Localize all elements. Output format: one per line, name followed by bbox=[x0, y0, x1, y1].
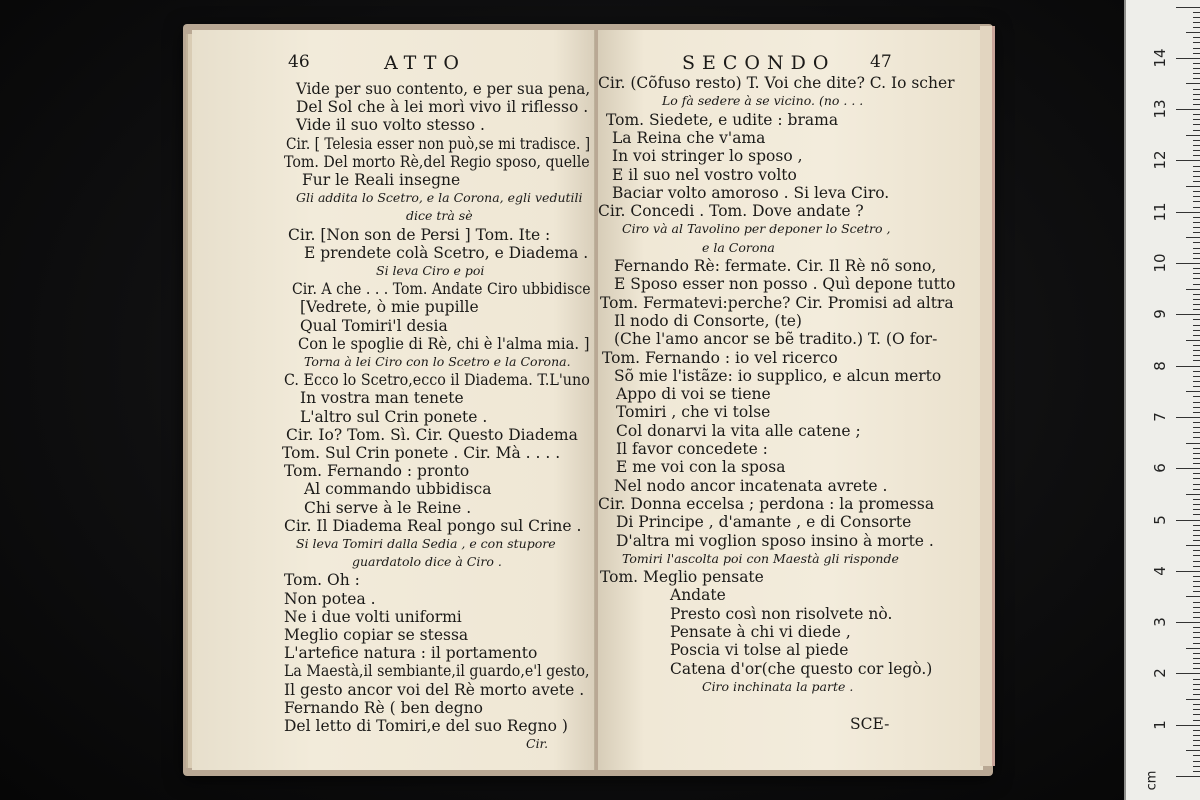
ruler-label: 3 bbox=[1151, 617, 1169, 627]
left_page-line: Con le spoglie di Rè, chi è l'alma mia. ] bbox=[298, 334, 590, 353]
ruler-tick bbox=[1193, 155, 1200, 156]
ruler-tick bbox=[1193, 37, 1200, 38]
right_page-line: Lo fà sedere à se vicino. (no . . . bbox=[662, 93, 864, 109]
ruler-tick bbox=[1193, 181, 1200, 182]
ruler-tick bbox=[1176, 109, 1200, 110]
ruler-tick bbox=[1193, 150, 1200, 151]
ruler-tick bbox=[1193, 319, 1200, 320]
ruler-tick bbox=[1193, 371, 1200, 372]
left_page-line: Cir. [ Telesia esser non può,se mi tradisce. ] bbox=[286, 134, 591, 153]
right_page-line: Tomiri , che vi tolse bbox=[616, 403, 771, 422]
ruler-tick bbox=[1193, 714, 1200, 715]
left_page-line: Cir. A che . . . Tom. Andate Ciro ubbidisce bbox=[292, 280, 591, 299]
ruler-tick bbox=[1193, 458, 1200, 459]
ruler-label: 9 bbox=[1151, 309, 1169, 320]
ruler-label: 4 bbox=[1151, 566, 1169, 576]
ruler-tick bbox=[1193, 176, 1200, 177]
right-page-edge bbox=[980, 26, 995, 766]
left_page-line: Fernando Rè ( ben degno bbox=[284, 698, 483, 717]
ruler-tick bbox=[1193, 484, 1200, 485]
ruler-tick bbox=[1193, 540, 1200, 541]
ruler-tick bbox=[1193, 284, 1200, 285]
ruler-tick bbox=[1186, 32, 1200, 33]
ruler-tick bbox=[1193, 509, 1200, 510]
ruler-tick bbox=[1193, 294, 1200, 295]
ruler-label: 2 bbox=[1151, 668, 1169, 679]
left_page-line: Ne i due volti uniformi bbox=[284, 607, 462, 626]
ruler-tick bbox=[1193, 376, 1200, 377]
ruler-tick bbox=[1193, 350, 1200, 351]
right_page-line: Poscia vi tolse al piede bbox=[670, 641, 849, 660]
left_page-line: La Maestà,il sembiante,il guardo,e'l gesto, bbox=[284, 662, 590, 681]
left_page-line: Al commando ubbidisca bbox=[304, 480, 492, 499]
ruler-tick bbox=[1193, 207, 1200, 208]
ruler-tick bbox=[1193, 386, 1200, 387]
left_page-line: In vostra man tenete bbox=[300, 389, 464, 408]
ruler-tick bbox=[1193, 227, 1200, 228]
left_page-line: guardatolo dice à Ciro . bbox=[352, 554, 502, 570]
ruler-tick bbox=[1193, 42, 1200, 43]
left_page-line: E prendete colà Scetro, e Diadema . bbox=[304, 243, 589, 262]
ruler-tick bbox=[1176, 520, 1200, 521]
ruler-tick bbox=[1193, 704, 1200, 705]
ruler-tick bbox=[1193, 422, 1200, 423]
ruler-tick bbox=[1193, 761, 1200, 762]
left_page-line: Tom. Del morto Rè,del Regio sposo, quelle bbox=[284, 152, 590, 171]
right_page-line: La Reina che v'ama bbox=[612, 128, 766, 147]
ruler-tick bbox=[1193, 104, 1200, 105]
right_page-line: Andate bbox=[670, 586, 726, 605]
right_page-line: E me voi con la sposa bbox=[616, 458, 786, 477]
ruler-tick bbox=[1193, 658, 1200, 659]
ruler-tick bbox=[1193, 735, 1200, 736]
left_page-line: Torna à lei Ciro con lo Scetro e la Corona. bbox=[304, 354, 571, 369]
ruler-tick bbox=[1193, 504, 1200, 505]
ruler-tick bbox=[1176, 160, 1200, 161]
ruler-tick bbox=[1193, 258, 1200, 259]
ruler-tick bbox=[1193, 360, 1200, 361]
ruler-tick bbox=[1193, 740, 1200, 741]
ruler-tick bbox=[1186, 750, 1200, 751]
left_page-line: Il gesto ancor voi del Rè morto avete . bbox=[284, 680, 585, 699]
ruler-tick bbox=[1176, 366, 1200, 367]
ruler-tick bbox=[1193, 668, 1200, 669]
ruler-tick bbox=[1193, 427, 1200, 428]
ruler-tick bbox=[1176, 725, 1200, 726]
ruler-tick bbox=[1176, 673, 1200, 674]
ruler-tick bbox=[1193, 268, 1200, 269]
left_page-line: Non potea . bbox=[284, 589, 376, 608]
ruler-tick bbox=[1193, 140, 1200, 141]
ruler-tick bbox=[1193, 345, 1200, 346]
ruler-tick bbox=[1193, 576, 1200, 577]
ruler-tick bbox=[1193, 12, 1200, 13]
ruler-tick bbox=[1193, 273, 1200, 274]
measuring-ruler bbox=[1124, 0, 1200, 800]
ruler-tick bbox=[1193, 381, 1200, 382]
ruler-tick bbox=[1176, 468, 1200, 469]
ruler-tick bbox=[1193, 602, 1200, 603]
ruler-tick bbox=[1193, 201, 1200, 202]
ruler-tick bbox=[1176, 417, 1200, 418]
ruler-label: 13 bbox=[1151, 99, 1169, 119]
ruler-tick bbox=[1193, 73, 1200, 74]
ruler-tick bbox=[1186, 135, 1200, 136]
left_page-line: Vide per suo contento, e per sua pena, bbox=[296, 80, 591, 98]
right_page-line: Tom. Siedete, e udite : brama bbox=[606, 110, 839, 129]
ruler-label: 7 bbox=[1151, 412, 1169, 422]
left_page-line: Vide il suo volto stesso . bbox=[296, 116, 485, 135]
ruler-tick bbox=[1193, 17, 1200, 18]
ruler-label: 6 bbox=[1151, 463, 1169, 473]
ruler-tick bbox=[1193, 586, 1200, 587]
ruler-tick bbox=[1193, 771, 1200, 772]
ruler-tick bbox=[1193, 653, 1200, 654]
ruler-tick bbox=[1193, 402, 1200, 403]
ruler-tick bbox=[1193, 689, 1200, 690]
ruler-tick bbox=[1193, 709, 1200, 710]
ruler-tick bbox=[1193, 755, 1200, 756]
left_page-line: [Vedrete, ò mie pupille bbox=[300, 298, 479, 317]
left_page-line: Si leva Tomiri dalla Sedia , e con stupore bbox=[296, 536, 556, 551]
ruler-tick bbox=[1176, 314, 1200, 315]
ruler-tick bbox=[1193, 561, 1200, 562]
left_page-line: Cir. [Non son de Persi ] Tom. Ite : bbox=[288, 225, 551, 244]
ruler-tick bbox=[1193, 191, 1200, 192]
ruler-tick bbox=[1193, 643, 1200, 644]
ruler-tick bbox=[1193, 535, 1200, 536]
right_page-line: D'altra mi voglion sposo insino à morte . bbox=[616, 531, 934, 550]
ruler-tick bbox=[1193, 694, 1200, 695]
ruler-tick bbox=[1193, 304, 1200, 305]
right_page-line: (Che l'amo ancor se bẽ tradito.) T. (O for- bbox=[614, 330, 938, 349]
ruler-tick bbox=[1186, 289, 1200, 290]
ruler-tick bbox=[1193, 530, 1200, 531]
ruler-tick bbox=[1193, 68, 1200, 69]
ruler-tick bbox=[1193, 679, 1200, 680]
right_page-line: E il suo nel vostro volto bbox=[612, 165, 797, 184]
left_page-line: Cir. bbox=[526, 736, 549, 752]
ruler-tick bbox=[1193, 637, 1200, 638]
ruler-tick bbox=[1193, 525, 1200, 526]
ruler-tick bbox=[1193, 591, 1200, 592]
ruler-tick bbox=[1176, 571, 1200, 572]
right_page-line: Cir. Concedi . Tom. Dove andate ? bbox=[598, 202, 864, 221]
right_page-line: Col donarvi la vita alle catene ; bbox=[616, 421, 861, 440]
ruler-tick bbox=[1193, 453, 1200, 454]
ruler-tick bbox=[1193, 130, 1200, 131]
ruler-tick bbox=[1193, 720, 1200, 721]
left_page-line: Cir. Il Diadema Real pongo sul Crine . bbox=[284, 516, 582, 535]
right_page-line: Fernando Rè: fermate. Cir. Il Rè nõ sono, bbox=[614, 257, 937, 275]
ruler-tick bbox=[1176, 212, 1200, 213]
right_page-line: Baciar volto amoroso . Si leva Ciro. bbox=[612, 183, 890, 202]
right_page-line: E Sposo esser non posso . Quì depone tutto bbox=[614, 275, 956, 294]
left_page-line: dice trà sè bbox=[406, 208, 473, 224]
ruler-tick bbox=[1193, 114, 1200, 115]
right-page-header: SECONDO bbox=[682, 52, 836, 74]
ruler-tick bbox=[1193, 499, 1200, 500]
ruler-tick bbox=[1193, 448, 1200, 449]
left_page-line: Del letto di Tomiri,e del suo Regno ) bbox=[284, 717, 568, 735]
ruler-tick bbox=[1193, 663, 1200, 664]
left_page-line: Chi serve à le Reine . bbox=[304, 498, 472, 517]
ruler-tick bbox=[1176, 7, 1200, 8]
ruler-tick bbox=[1186, 699, 1200, 700]
ruler-tick bbox=[1193, 432, 1200, 433]
ruler-tick bbox=[1193, 581, 1200, 582]
ruler-label: 14 bbox=[1151, 48, 1169, 68]
right_page-line: Ciro inchinata la parte . bbox=[702, 678, 854, 694]
ruler-tick bbox=[1193, 396, 1200, 397]
ruler-tick bbox=[1193, 473, 1200, 474]
ruler-tick bbox=[1193, 437, 1200, 438]
ruler-tick bbox=[1193, 242, 1200, 243]
ruler-tick bbox=[1193, 335, 1200, 336]
ruler-tick bbox=[1186, 340, 1200, 341]
ruler-tick bbox=[1193, 53, 1200, 54]
ruler-tick bbox=[1193, 627, 1200, 628]
ruler-tick bbox=[1193, 412, 1200, 413]
ruler-tick bbox=[1193, 145, 1200, 146]
left-page bbox=[192, 30, 595, 770]
right_page-line: Tomiri l'ascolta poi con Maestà gli risponde bbox=[622, 550, 899, 566]
ruler-tick bbox=[1193, 222, 1200, 223]
ruler-tick bbox=[1193, 325, 1200, 326]
right_page-line: Ciro và al Tavolino per deponer lo Scetro , bbox=[622, 221, 891, 237]
ruler-label: 8 bbox=[1151, 360, 1169, 371]
ruler-tick bbox=[1193, 607, 1200, 608]
right-page-number: 47 bbox=[870, 52, 892, 72]
right_page-line: SCE- bbox=[850, 714, 890, 733]
ruler-tick bbox=[1193, 278, 1200, 279]
ruler-tick bbox=[1193, 248, 1200, 249]
right_page-line: e la Corona bbox=[702, 239, 775, 255]
right_page-line: Sõ mie l'istãze: io supplico, e alcun merto bbox=[614, 366, 942, 385]
ruler-tick bbox=[1193, 617, 1200, 618]
ruler-tick bbox=[1193, 99, 1200, 100]
ruler-tick bbox=[1176, 58, 1200, 59]
left_page-line: Del Sol che à lei morì vivo il riflesso . bbox=[296, 98, 589, 117]
ruler-tick bbox=[1193, 745, 1200, 746]
right_page-line: Cir. Donna eccelsa ; perdona : la promessa bbox=[598, 494, 935, 513]
ruler-tick bbox=[1193, 555, 1200, 556]
ruler-tick bbox=[1193, 684, 1200, 685]
ruler-tick bbox=[1193, 766, 1200, 767]
ruler-tick bbox=[1193, 166, 1200, 167]
right_page-line: Catena d'or(che questo cor legò.) bbox=[670, 659, 933, 678]
ruler-tick bbox=[1186, 596, 1200, 597]
ruler-tick bbox=[1193, 48, 1200, 49]
ruler-tick bbox=[1186, 648, 1200, 649]
ruler-tick bbox=[1193, 566, 1200, 567]
right_page-line: In voi stringer lo sposo , bbox=[612, 147, 803, 166]
right_page-line: Tom. Fermatevi:perche? Cir. Promisi ad altra bbox=[600, 293, 954, 312]
left_page-line: Tom. Sul Crin ponete . Cir. Mà . . . . bbox=[282, 444, 561, 462]
ruler-tick bbox=[1193, 27, 1200, 28]
right_page-line: Appo di voi se tiene bbox=[616, 385, 771, 404]
ruler-tick bbox=[1193, 355, 1200, 356]
ruler-label: 5 bbox=[1151, 514, 1169, 525]
left_page-line: Gli addita lo Scetro, e la Corona, egli vedutili bbox=[296, 190, 583, 206]
ruler-tick bbox=[1193, 22, 1200, 23]
right-page bbox=[598, 30, 983, 770]
ruler-tick bbox=[1193, 309, 1200, 310]
ruler-tick bbox=[1193, 407, 1200, 408]
right_page-line: Pensate à chi vi diede , bbox=[670, 623, 851, 641]
ruler-tick bbox=[1193, 171, 1200, 172]
ruler-tick bbox=[1193, 730, 1200, 731]
ruler-tick bbox=[1186, 494, 1200, 495]
ruler-tick bbox=[1193, 299, 1200, 300]
left-page-header: ATTO bbox=[384, 52, 466, 74]
ruler-tick bbox=[1193, 196, 1200, 197]
ruler-tick bbox=[1176, 263, 1200, 264]
right_page-line: Tom. Fernando : io vel ricerco bbox=[602, 348, 838, 367]
ruler-tick bbox=[1186, 545, 1200, 546]
right_page-line: Il nodo di Consorte, (te) bbox=[614, 311, 802, 330]
right_page-line: Cir. (Cõfuso resto) T. Voi che dite? C. Io scher bbox=[598, 74, 955, 92]
ruler-tick bbox=[1193, 330, 1200, 331]
ruler-tick bbox=[1193, 478, 1200, 479]
ruler-label: 10 bbox=[1151, 253, 1169, 273]
ruler-tick bbox=[1186, 237, 1200, 238]
ruler-tick bbox=[1193, 94, 1200, 95]
ruler-tick bbox=[1193, 463, 1200, 464]
ruler-tick bbox=[1186, 391, 1200, 392]
right_page-line: Il favor concedete : bbox=[616, 440, 768, 458]
ruler-tick bbox=[1193, 78, 1200, 79]
left_page-line: L'altro sul Crin ponete . bbox=[300, 407, 488, 426]
ruler-tick bbox=[1186, 186, 1200, 187]
ruler-tick bbox=[1193, 253, 1200, 254]
left_page-line: Meglio copiar se stessa bbox=[284, 626, 469, 644]
ruler-tick bbox=[1186, 83, 1200, 84]
left_page-line: Fur le Reali insegne bbox=[302, 171, 461, 189]
left_page-line: C. Ecco lo Scetro,ecco il Diadema. T.L'uno bbox=[284, 371, 590, 390]
ruler-tick bbox=[1193, 217, 1200, 218]
ruler-label: 1 bbox=[1151, 719, 1169, 730]
ruler-tick bbox=[1193, 232, 1200, 233]
left_page-line: Tom. Fernando : pronto bbox=[284, 462, 470, 481]
ruler-tick bbox=[1193, 632, 1200, 633]
left_page-line: L'artefice natura : il portamento bbox=[284, 644, 538, 663]
ruler-tick bbox=[1193, 124, 1200, 125]
ruler-tick bbox=[1193, 63, 1200, 64]
left-page-number: 46 bbox=[288, 52, 310, 72]
ruler-tick bbox=[1193, 550, 1200, 551]
right_page-line: Presto così non risolvete nò. bbox=[670, 604, 893, 623]
ruler-tick bbox=[1193, 514, 1200, 515]
ruler-unit: cm bbox=[1144, 770, 1160, 791]
ruler-label: 12 bbox=[1151, 150, 1169, 170]
ruler-tick bbox=[1176, 776, 1200, 777]
right_page-line: Tom. Meglio pensate bbox=[600, 568, 764, 587]
left_page-line: Qual Tomiri'l desia bbox=[300, 316, 448, 335]
ruler-tick bbox=[1193, 612, 1200, 613]
ruler-tick bbox=[1176, 622, 1200, 623]
left_page-line: Tom. Oh : bbox=[284, 571, 360, 590]
right_page-line: Nel nodo ancor incatenata avrete . bbox=[614, 476, 888, 495]
left_page-line: Si leva Ciro e poi bbox=[376, 263, 485, 278]
right_page-line: Di Principe , d'amante , e di Consorte bbox=[616, 513, 912, 532]
ruler-label: 11 bbox=[1151, 202, 1169, 222]
ruler-tick bbox=[1193, 119, 1200, 120]
ruler-tick bbox=[1193, 89, 1200, 90]
ruler-tick bbox=[1186, 443, 1200, 444]
left_page-line: Cir. Io? Tom. Sì. Cir. Questo Diadema bbox=[286, 425, 578, 444]
ruler-tick bbox=[1193, 489, 1200, 490]
